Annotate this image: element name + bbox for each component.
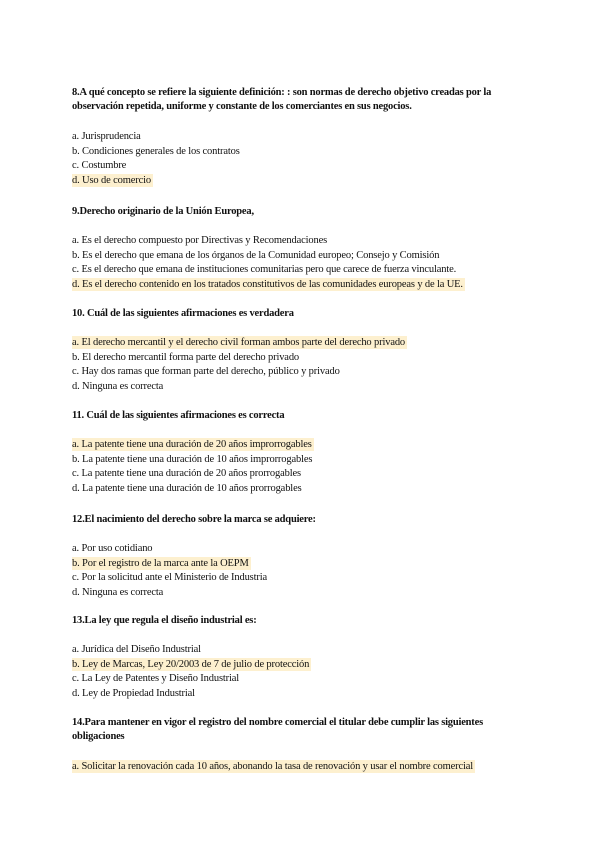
option-b-correct[interactable] — [72, 658, 532, 673]
option-label: c. Por la solicitud ante el Ministerio de Industria — [72, 572, 268, 584]
option-label: d. Ninguna es correcta — [72, 381, 164, 393]
options-list — [72, 542, 532, 601]
option-label: c. La patente tiene una duración de 20 años prorrogables — [72, 468, 301, 480]
option-c[interactable] — [72, 571, 532, 586]
question-title: 11. Cuál de las siguientes afirmaciones es correcta — [72, 410, 285, 421]
option-label: a. Es el derecho compuesto por Directivas y Recomendaciones — [72, 235, 328, 246]
option-d-correct[interactable] — [72, 278, 532, 293]
option-label: b. Condiciones generales de los contratos — [72, 145, 240, 157]
question-10 — [72, 307, 532, 395]
option-label: c. Hay dos ramas que forman parte del derecho, público y privado — [72, 366, 340, 378]
option-a-correct[interactable] — [72, 760, 532, 775]
option-d[interactable] — [72, 482, 532, 497]
option-label: d. Uso de comercio — [72, 175, 151, 187]
question-9 — [72, 205, 532, 293]
option-label: c. Es el derecho que emana de instituciones comunitarias pero que carece de fuerza vinculante. — [72, 264, 457, 276]
option-d[interactable] — [72, 380, 532, 395]
option-c[interactable] — [72, 159, 532, 174]
option-d[interactable] — [72, 586, 532, 601]
option-label: b. La patente tiene una duración de 10 años improrrogables — [72, 453, 313, 465]
option-label: a. Solicitar la renovación cada 10 años, abonando la tasa de renovación y usar el nombre comercial — [72, 761, 474, 772]
option-label: d. Ley de Propiedad Industrial — [72, 688, 195, 700]
question-12 — [72, 513, 532, 601]
question-14 — [72, 716, 532, 775]
question-title: 14.Para mantener en vigor el registro del nombre comercial el titular debe cumplir las siguientes obligaciones — [72, 717, 483, 742]
option-label: b. Es el derecho que emana de los órganos de la Comunidad europeo; Consejo y Comisión — [72, 249, 440, 261]
option-a[interactable] — [72, 234, 532, 249]
options-list — [72, 234, 532, 293]
option-b[interactable] — [72, 145, 532, 160]
question-title: 13.La ley que regula el diseño industrial es: — [72, 615, 257, 626]
option-label: b. Ley de Marcas, Ley 20/2003 de 7 de julio de protección — [72, 658, 310, 670]
option-label: a. Por uso cotidiano — [72, 543, 153, 554]
option-label: d. Es el derecho contenido en los tratados constitutivos de las comunidades europeas y de la UE. — [72, 279, 463, 291]
question-title: 12.El nacimiento del derecho sobre la marca se adquiere: — [72, 514, 316, 525]
option-a[interactable] — [72, 643, 532, 658]
options-list — [72, 438, 532, 497]
option-c[interactable] — [72, 365, 532, 380]
option-a-correct[interactable] — [72, 336, 532, 351]
option-a[interactable] — [72, 130, 532, 145]
option-a[interactable] — [72, 542, 532, 557]
option-b[interactable] — [72, 249, 532, 264]
option-a-correct[interactable] — [72, 438, 532, 453]
option-c[interactable] — [72, 467, 532, 482]
question-13 — [72, 614, 532, 702]
option-c[interactable] — [72, 263, 532, 278]
option-label: b. El derecho mercantil forma parte del derecho privado — [72, 351, 300, 363]
option-label: c. Costumbre — [72, 160, 127, 172]
options-list — [72, 643, 532, 702]
option-label: c. La Ley de Patentes y Diseño Industrial — [72, 673, 240, 685]
option-c[interactable] — [72, 672, 532, 687]
option-label: a. Jurisprudencia — [72, 131, 141, 142]
option-label: d. Ninguna es correcta — [72, 587, 164, 599]
question-8 — [72, 86, 532, 189]
option-label: a. La patente tiene una duración de 20 años improrrogables — [72, 439, 312, 450]
option-d[interactable] — [72, 687, 532, 702]
question-11 — [72, 409, 532, 497]
option-label: a. El derecho mercantil y el derecho civil forman ambos parte del derecho privado — [72, 337, 406, 348]
option-label: b. Por el registro de la marca ante la OEPM — [72, 557, 249, 569]
options-list — [72, 760, 532, 775]
option-label: a. Jurídica del Diseño Industrial — [72, 644, 201, 655]
option-d-correct[interactable] — [72, 174, 532, 189]
option-b[interactable] — [72, 453, 532, 468]
options-list — [72, 130, 532, 189]
question-title: 10. Cuál de las siguientes afirmaciones es verdadera — [72, 308, 294, 319]
option-b-correct[interactable] — [72, 557, 532, 572]
option-b[interactable] — [72, 351, 532, 366]
question-title: 9.Derecho originario de la Unión Europea, — [72, 206, 254, 217]
option-label: d. La patente tiene una duración de 10 años prorrogables — [72, 483, 302, 495]
options-list — [72, 336, 532, 395]
question-title: 8.A qué concepto se refiere la siguiente definición: : son normas de derecho objetivo creadas por la observación repetida, uniforme y constante de los comerciantes en sus negocios. — [72, 87, 492, 112]
